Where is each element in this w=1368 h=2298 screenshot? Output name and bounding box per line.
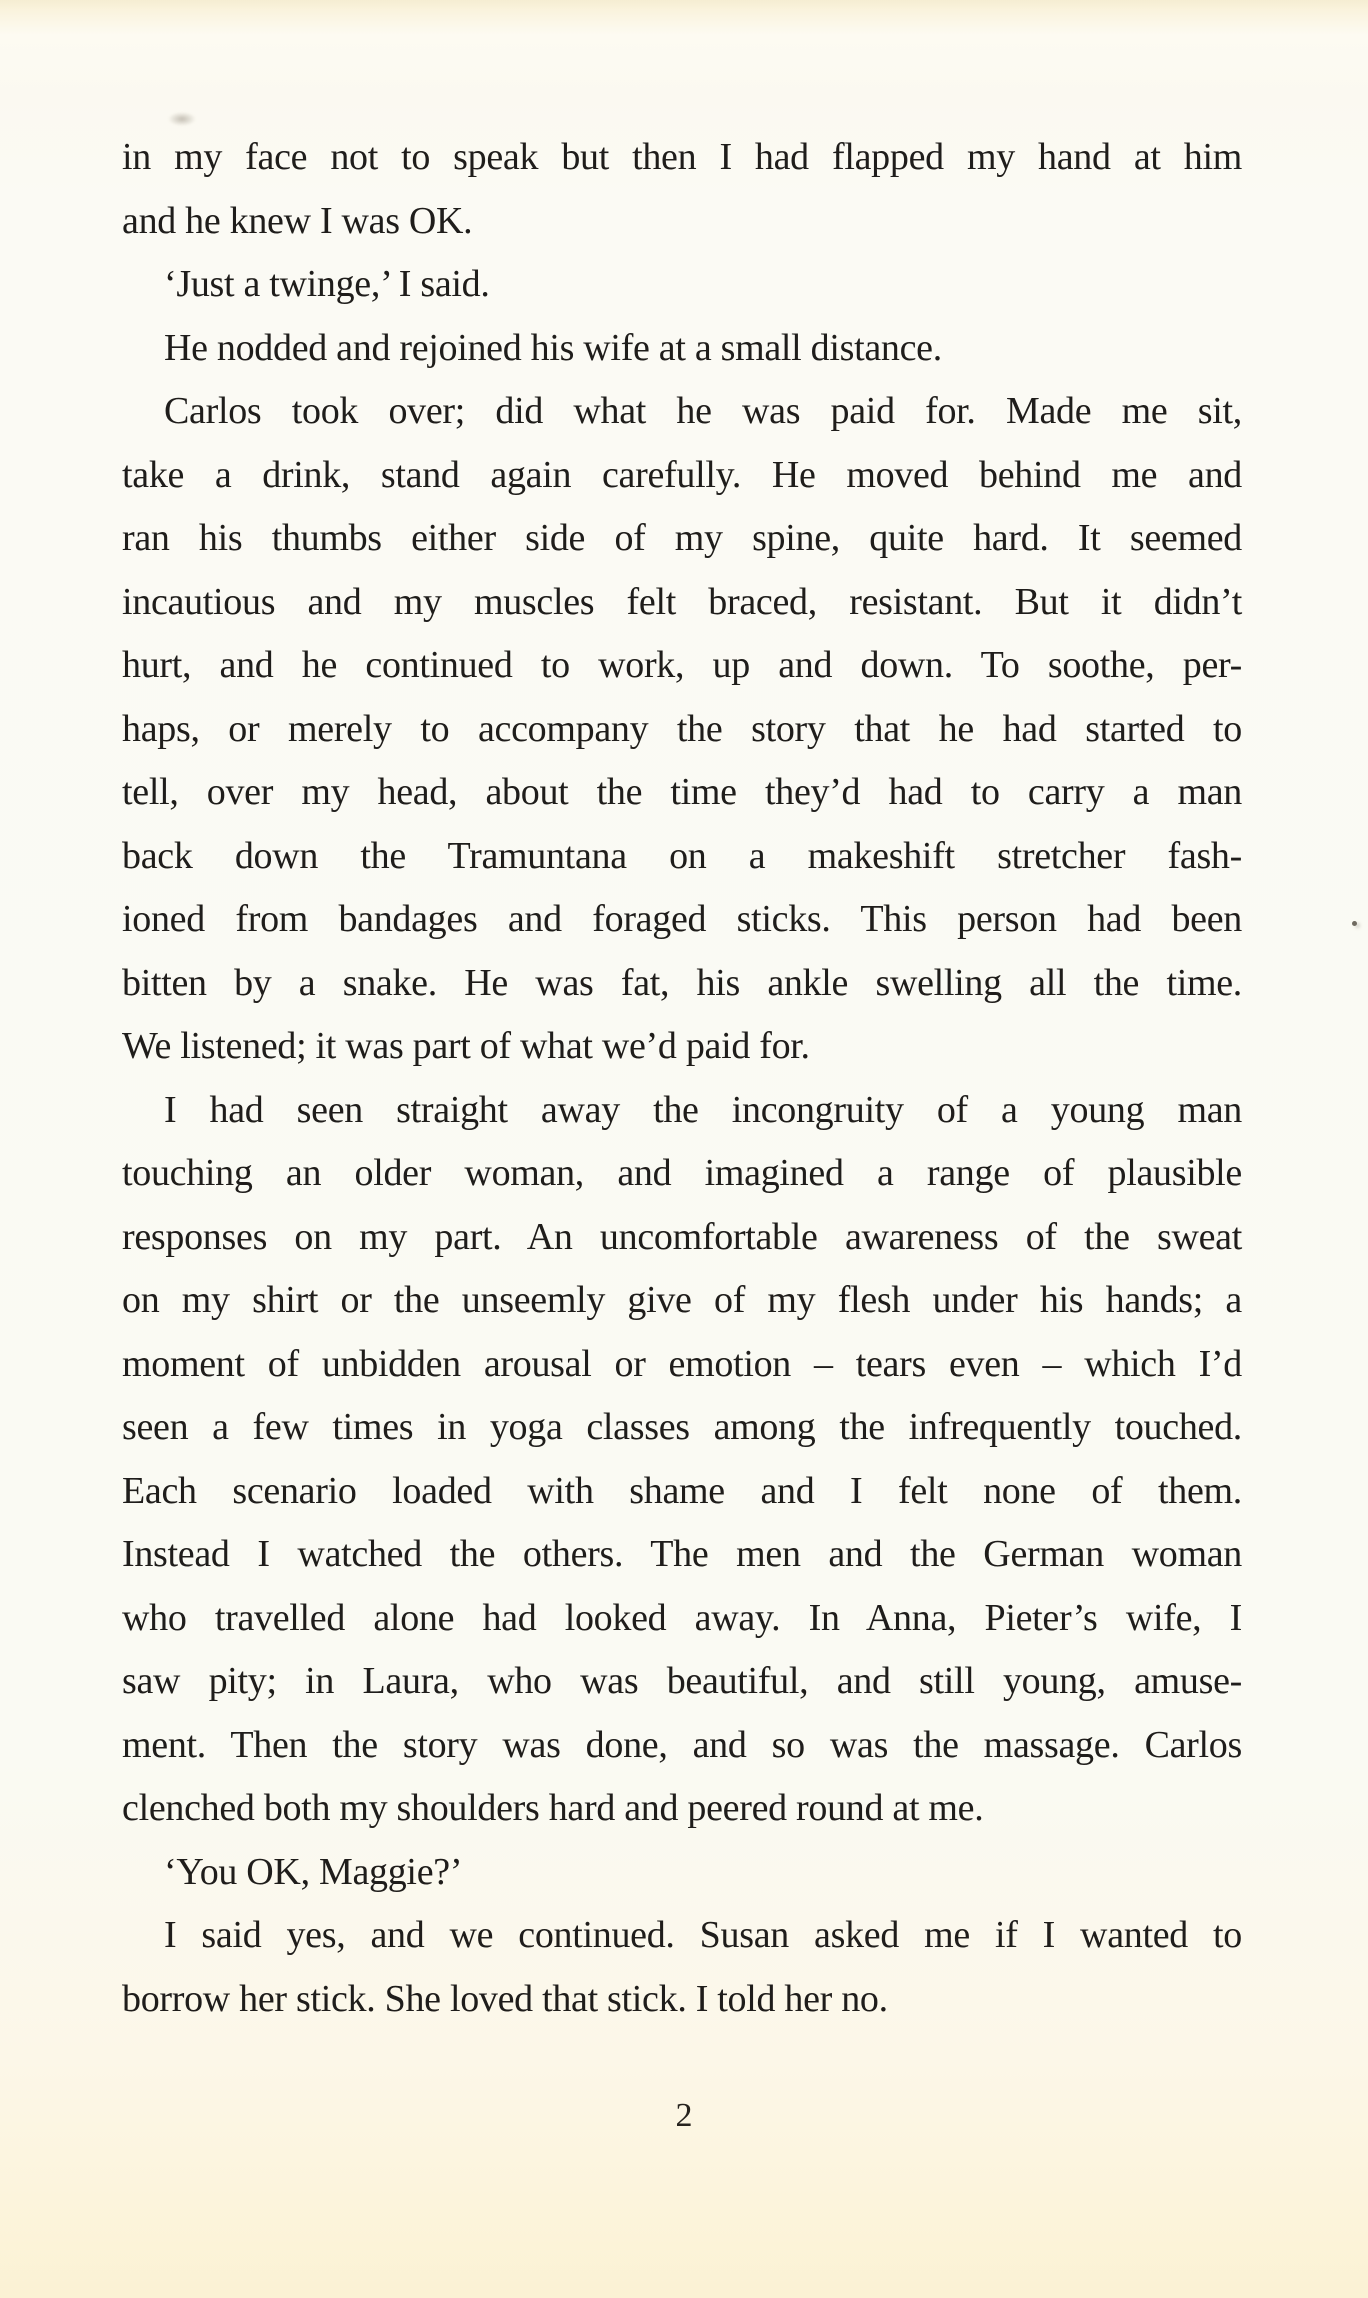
text-line: ‘You OK, Maggie?’ [164, 1850, 463, 1893]
text-line: moment of unbidden arousal or emotion – tears even – which I’d [122, 1342, 1242, 1385]
edge-speck-artifact [1352, 921, 1357, 926]
text-line: ‘Just a twinge,’ I said. [164, 263, 490, 305]
text-line: who travelled alone had looked away. In Anna, Pieter’s wife, I [122, 1596, 1242, 1639]
text-line: saw pity; in Laura, who was beautiful, and still young, amuse- [122, 1660, 1242, 1702]
page-number: 2 [675, 2097, 693, 2134]
text-line: in my face not to speak but then I had flapped my hand at him [122, 136, 1242, 178]
text-line: on my shirt or the unseemly give of my flesh under his hands; a [122, 1279, 1242, 1321]
text-line: tell, over my head, about the time they’d had to carry a man [122, 771, 1242, 813]
text-line: and he knew I was OK. [122, 199, 473, 242]
text-line: haps, or merely to accompany the story that he had started to [122, 707, 1242, 750]
text-line: take a drink, stand again carefully. He moved behind me and [122, 453, 1242, 496]
text-line: clenched both my shoulders hard and peered round at me. [122, 1787, 984, 1829]
text-line: ment. Then the story was done, and so was the massage. Carlos [122, 1723, 1242, 1766]
text-line: Carlos took over; did what he was paid for. Made me sit, [164, 390, 1242, 432]
body-text [122, 126, 1242, 2031]
text-line: ioned from bandages and foraged sticks. This person had been [122, 898, 1242, 940]
print-smudge-artifact [168, 112, 196, 126]
text-line: Each scenario loaded with shame and I felt none of them. [122, 1469, 1242, 1512]
text-line: We listened; it was part of what we’d paid for. [122, 1025, 810, 1067]
text-line: He nodded and rejoined his wife at a small distance. [164, 326, 942, 369]
text-line: bitten by a snake. He was fat, his ankle swelling all the time. [122, 961, 1242, 1004]
text-line: I said yes, and we continued. Susan asked me if I wanted to [164, 1914, 1242, 1956]
text-line: incautious and my muscles felt braced, resistant. But it didn’t [122, 580, 1242, 623]
text-line: borrow her stick. She loved that stick. I told her no. [122, 1977, 888, 2020]
text-line: ran his thumbs either side of my spine, quite hard. It seemed [122, 517, 1242, 559]
text-line: Instead I watched the others. The men and the German woman [122, 1533, 1242, 1575]
text-line: back down the Tramuntana on a makeshift stretcher fash- [122, 834, 1242, 877]
text-line: responses on my part. An uncomfortable awareness of the sweat [122, 1215, 1242, 1258]
text-line: hurt, and he continued to work, up and down. To soothe, per- [122, 644, 1242, 686]
text-line: I had seen straight away the incongruity of a young man [164, 1088, 1242, 1131]
text-line: seen a few times in yoga classes among the infrequently touched. [122, 1406, 1242, 1448]
text-line: touching an older woman, and imagined a range of plausible [122, 1152, 1242, 1194]
